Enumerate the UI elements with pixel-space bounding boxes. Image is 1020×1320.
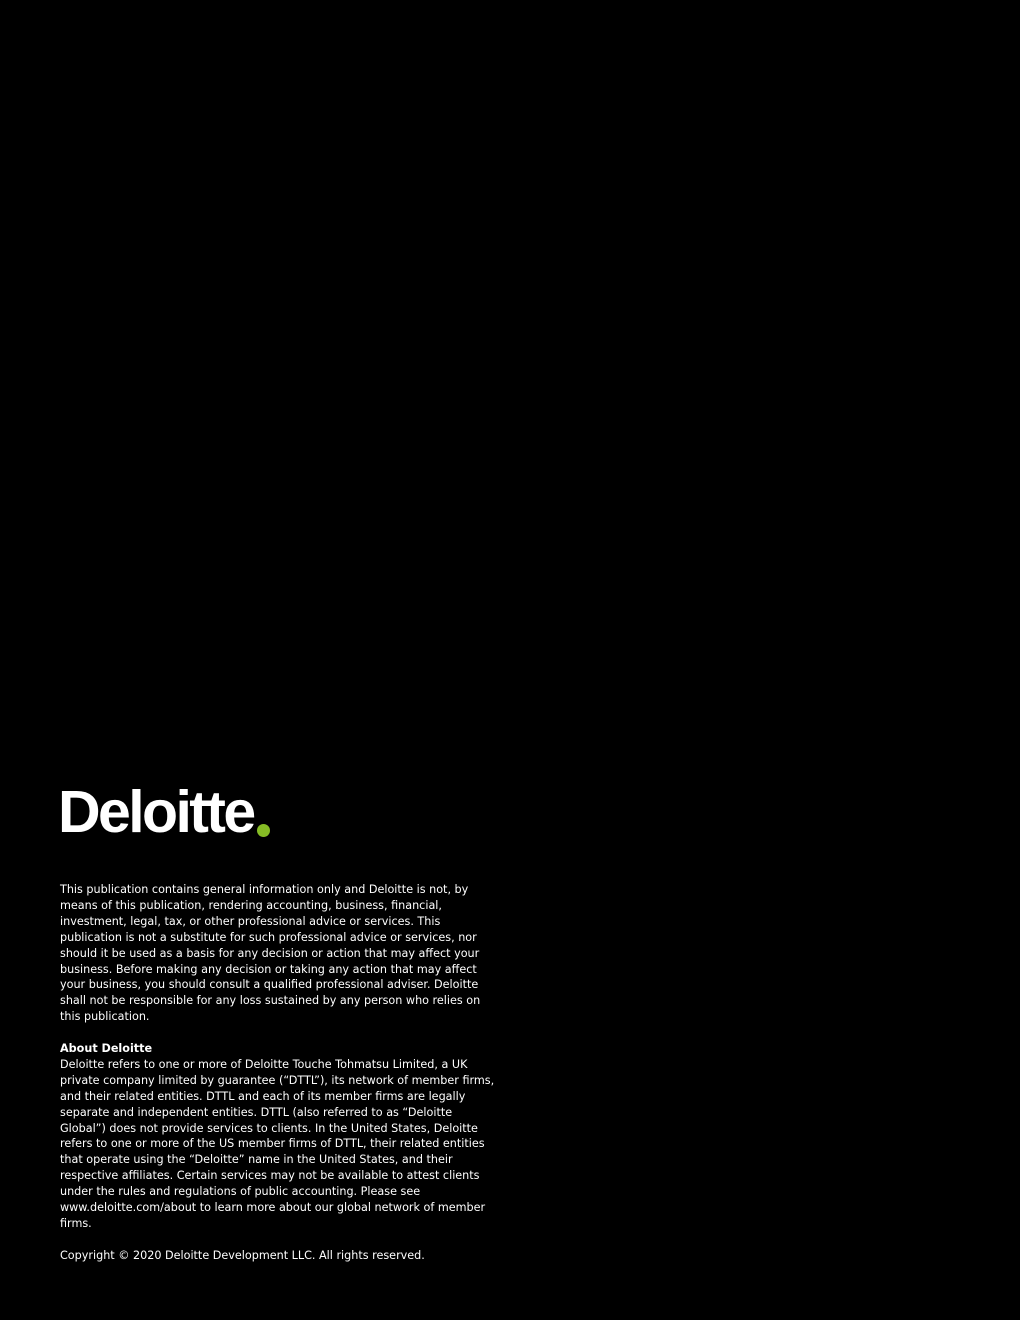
legal-text-block: [60, 882, 500, 1264]
copyright-notice: Copyright © 2020 Deloitte Development LLC. All rights reserved.: [60, 1248, 425, 1262]
disclaimer-paragraph: This publication contains general information only and Deloitte is not, by means of this publication, rendering accounting, business, financial, investment, legal, tax, or other professional advice or services. This publication is not a substitute for such professional advice or services, nor should it be used as a basis for any decision or action that may affect your business. Before making any decision or taking any action that may affect your business, you should consult a qualified professional adviser. Deloitte shall not be responsible for any loss sustained by any person who relies on this publication.: [60, 883, 481, 1024]
about-body: Deloitte refers to one or more of Deloitte Touche Tohmatsu Limited, a UK private company limited by guarantee (“DTTL”), its network of member firms, and their related entities. DTTL and each of its member firms are legally separate and independent entities. DTTL (also referred to as “Deloitte Global”) does not provide services to clients. In the United States, Deloitte refers to one or more of the US member firms of DTTL, their related entities that operate using the “Deloitte” name in the United States, and their respective affiliates. Certain services may not be available to attest clients under the rules and regulations of public accounting. Please see www.deloitte.com/about to learn more about our global network of member firms.: [60, 1057, 495, 1231]
about-heading: About Deloitte: [60, 1042, 153, 1056]
logo-wordmark: Deloitte: [58, 779, 254, 845]
deloitte-logo: [58, 779, 270, 845]
about-section: [60, 1041, 500, 1232]
logo-green-dot-icon: [257, 824, 270, 837]
